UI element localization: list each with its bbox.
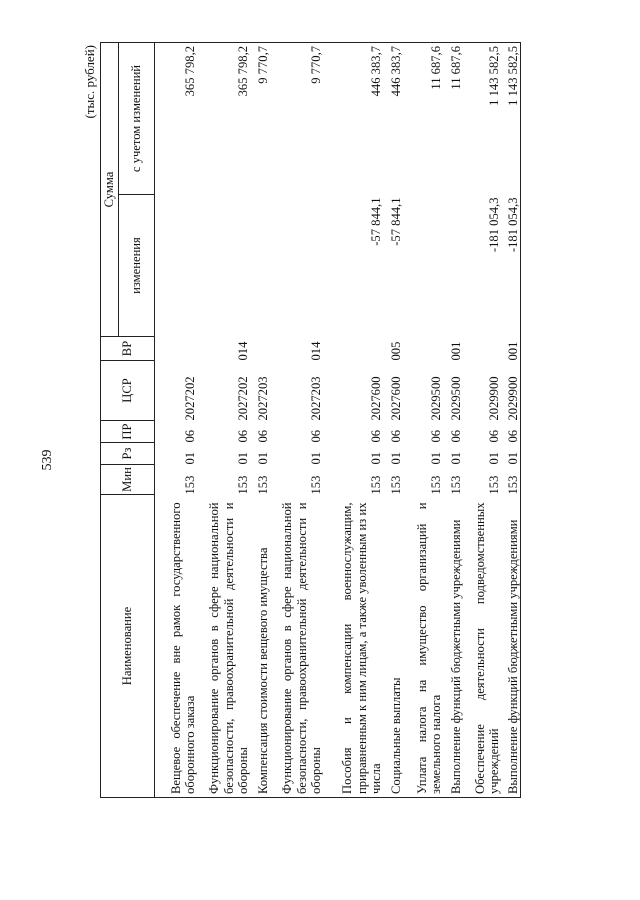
row-vr: 014 [235, 341, 250, 361]
row-total: 365 798,2 [155, 42, 197, 194]
row-csr: 2027203 [255, 376, 270, 421]
row-codes [463, 337, 501, 495]
row-rz: 01 [255, 451, 270, 465]
row-pr: 06 [308, 429, 323, 443]
row-vr: 001 [506, 341, 521, 361]
row-change [197, 195, 250, 337]
budget-table [100, 42, 521, 798]
row-change: -181 054,3 [501, 195, 521, 337]
table-body [155, 42, 521, 797]
row-vr: 001 [448, 341, 463, 361]
row-total: 11 687,6 [443, 42, 463, 194]
row-csr: 2029500 [428, 376, 443, 421]
row-min: 153 [506, 475, 521, 495]
row-codes [403, 337, 443, 495]
page-number: 539 [40, 449, 55, 471]
row-min: 153 [448, 475, 463, 495]
row-min: 153 [255, 475, 270, 495]
row-rz: 01 [388, 451, 403, 465]
table-row [270, 42, 323, 797]
table-row [383, 42, 403, 797]
row-name: Социальные выплаты [383, 495, 403, 798]
row-name: Функционирование органов в сфере национальной безопасности, правоохранительной деятельности и обороны [270, 495, 323, 798]
row-vr: 005 [388, 341, 403, 361]
table-row [403, 42, 443, 797]
row-pr: 06 [388, 429, 403, 443]
table-row [443, 42, 463, 797]
row-rz: 01 [486, 451, 501, 465]
row-name: Функционирование органов в сфере национальной безопасности, правоохранительной деятельности и обороны [197, 495, 250, 798]
row-rz: 01 [235, 451, 250, 465]
row-pr: 06 [182, 429, 197, 443]
row-total: 1 143 582,5 [501, 42, 521, 194]
row-change [250, 195, 270, 337]
header-vr: ВР [101, 337, 155, 361]
row-csr: 2027202 [182, 376, 197, 421]
table-row [323, 42, 383, 797]
row-name: Обеспечение деятельности подведомственных учреждений [463, 495, 501, 798]
header-min: Мин [101, 465, 155, 495]
header-pr: ПР [101, 421, 155, 443]
table-row [197, 42, 250, 797]
row-change [155, 195, 197, 337]
row-rz: 01 [448, 451, 463, 465]
row-pr: 06 [486, 429, 501, 443]
row-min: 153 [428, 475, 443, 495]
row-total: 9 770,7 [250, 42, 270, 194]
row-min: 153 [308, 475, 323, 495]
row-csr: 2027600 [368, 376, 383, 421]
row-codes [155, 337, 197, 495]
table-row [463, 42, 501, 797]
header-rz: Рз [101, 443, 155, 465]
row-change [403, 195, 443, 337]
rotated-table-wrapper [82, 43, 580, 798]
row-total: 1 143 582,5 [463, 42, 501, 194]
row-codes [501, 337, 521, 495]
row-pr: 06 [428, 429, 443, 443]
header-csr: ЦСР [101, 361, 155, 421]
table-row [155, 42, 197, 797]
row-codes [197, 337, 250, 495]
row-name: Выполнение функций бюджетными учреждениями [501, 495, 521, 798]
table-row [501, 42, 521, 797]
header-sum: Сумма [101, 42, 119, 336]
row-change: -181 054,3 [486, 197, 501, 253]
row-rz: 01 [182, 451, 197, 465]
row-name: Пособия и компенсации военнослужащим, приравненным к ним лицам, а также уволенным из их числа [323, 495, 383, 798]
row-change: -57 844,1 [368, 197, 383, 246]
row-rz: 01 [308, 451, 323, 465]
row-pr: 06 [255, 429, 270, 443]
row-min: 153 [486, 475, 501, 495]
header-with-changes: с учетом изменений [119, 42, 155, 194]
row-change [270, 195, 323, 337]
row-total: 365 798,2 [197, 42, 250, 194]
row-total: 446 383,7 [383, 42, 403, 194]
row-vr: 014 [308, 341, 323, 361]
row-codes [323, 337, 383, 495]
row-pr: 06 [448, 429, 463, 443]
row-total: 11 687,6 [403, 42, 443, 194]
row-min: 153 [388, 475, 403, 495]
budget-sheet [82, 43, 580, 798]
table-header [101, 42, 155, 797]
row-pr: 06 [368, 429, 383, 443]
row-rz: 01 [428, 451, 443, 465]
row-name: Выполнение функций бюджетными учреждениями [443, 495, 463, 798]
row-csr: 2029900 [486, 376, 501, 421]
row-codes [383, 337, 403, 495]
row-name: Вещевое обеспечение вне рамок государственного оборонного заказа [155, 495, 197, 798]
row-codes [443, 337, 463, 495]
row-name: Уплата налога на имущество организаций и земельного налога [403, 495, 443, 798]
header-name: Наименование [101, 495, 155, 798]
row-change: -57 844,1 [388, 197, 403, 246]
row-codes [250, 337, 270, 495]
row-csr: 2027600 [388, 376, 403, 421]
header-changes: изменения [119, 195, 155, 337]
row-min: 153 [182, 475, 197, 495]
row-min: 153 [368, 475, 383, 495]
row-pr: 06 [506, 429, 521, 443]
unit-label: (тыс. рублей) [82, 45, 97, 119]
row-total: 446 383,7 [323, 42, 383, 194]
row-min: 153 [235, 475, 250, 495]
row-total: 9 770,7 [270, 42, 323, 194]
row-codes [270, 337, 323, 495]
row-change [443, 195, 463, 337]
row-rz: 01 [368, 451, 383, 465]
row-csr: 2029900 [506, 376, 521, 421]
row-csr: 2029500 [448, 376, 463, 421]
row-csr: 2027203 [308, 376, 323, 421]
table-row [250, 42, 270, 797]
row-rz: 01 [506, 451, 521, 465]
row-name: Компенсация стоимости вещевого имущества [250, 495, 270, 798]
row-pr: 06 [235, 429, 250, 443]
row-csr: 2027202 [235, 376, 250, 421]
